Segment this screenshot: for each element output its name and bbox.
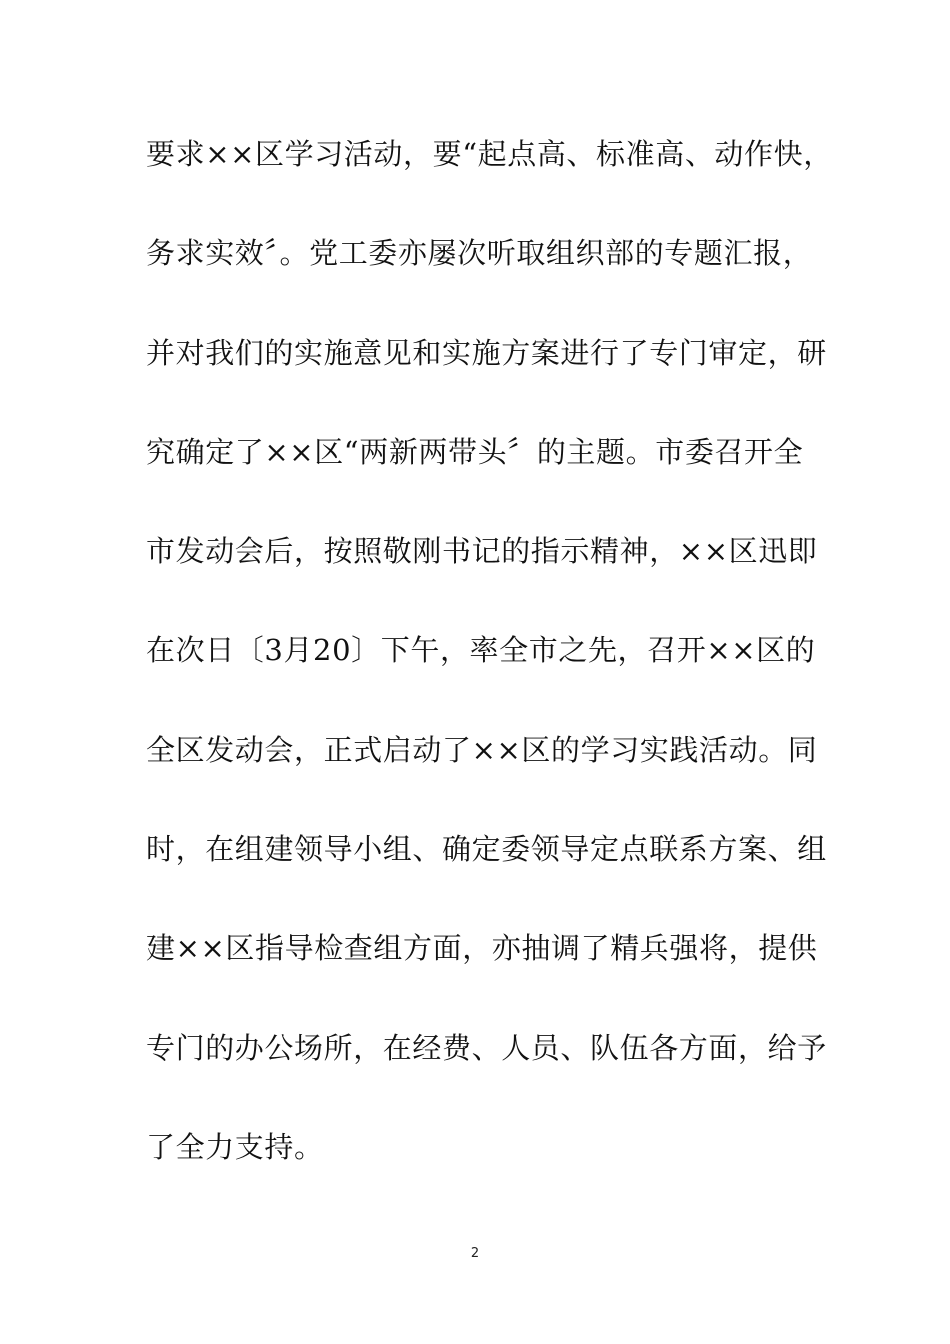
text-line: 市发动会后，按照敬刚书记的指示精神，××区迅即 xyxy=(146,534,818,569)
text-line: 在次日〔3月20〕下午，率全市之先，召开××区的 xyxy=(146,633,816,668)
text-line: 并对我们的实施意见和实施方案进行了专门审定，研 xyxy=(146,335,827,370)
text-line: 建××区指导检查组方面，亦抽调了精兵强将，提供 xyxy=(146,931,818,966)
text-line: 专门的办公场所，在经费、人员、队伍各方面，给予 xyxy=(146,1030,827,1065)
text-line: 究确定了××区“两新两带头〞的主题。市委召开全 xyxy=(146,434,804,469)
page-number: 2 xyxy=(470,1246,480,1261)
body-paragraph xyxy=(146,126,833,1218)
text-line: 时，在组建领导小组、确定委领导定点联系方案、组 xyxy=(146,832,827,867)
text-line: 务求实效〞。党工委亦屡次听取组织部的专题汇报， xyxy=(146,236,813,271)
text-line: 了全力支持。 xyxy=(146,1129,324,1164)
text-line: 全区发动会，正式启动了××区的学习实践活动。同 xyxy=(146,732,818,767)
text-line: 要求××区学习活动，要“起点高、标准高、动作快， xyxy=(146,137,833,171)
